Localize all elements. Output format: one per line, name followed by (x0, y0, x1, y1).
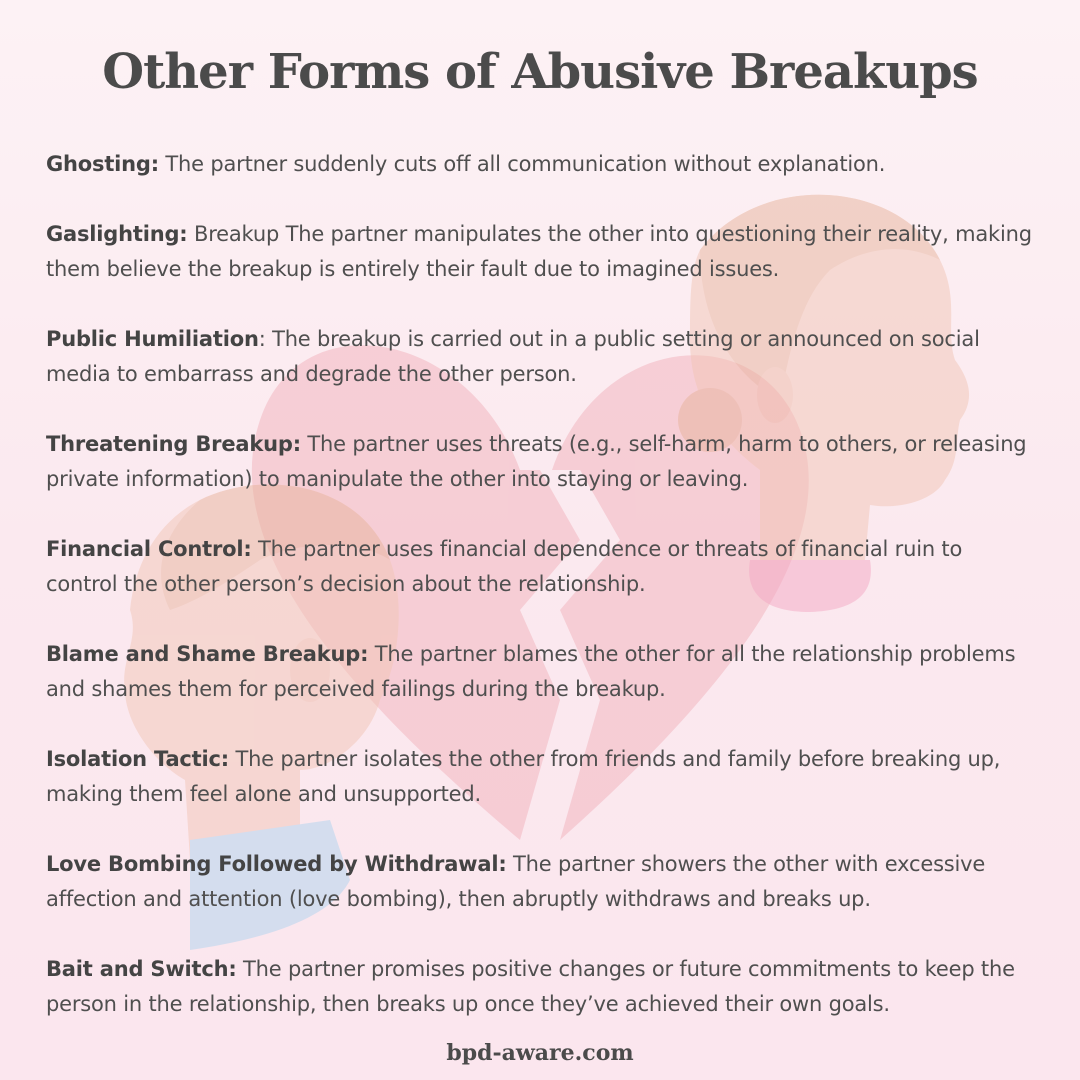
entry-ghosting (46, 147, 1036, 182)
entry-term: Love Bombing Followed by Withdrawal: (46, 852, 507, 876)
entry-text: The partner promises positive changes or future commitments to keep the person in the relationship, then breaks up once they’ve achieved their own goals. (46, 957, 1015, 1016)
entry-threatening-breakup (46, 427, 1036, 497)
entry-text: The partner uses financial dependence or threats of financial ruin to control the other person’s decision about the relationship. (46, 537, 963, 596)
entry-text: The partner uses threats (e.g., self-harm, harm to others, or releasing private information) to manipulate the other into staying or leaving. (46, 432, 1027, 491)
entry-term: Blame and Shame Breakup: (46, 642, 369, 666)
entry-text: The partner showers the other with excessive affection and attention (love bombing), then abruptly withdraws and breaks up. (46, 852, 986, 911)
page-title: Other Forms of Abusive Breakups (102, 44, 978, 100)
entry-text: : The breakup is carried out in a public setting or announced on social media to embarrass and degrade the other person. (46, 327, 980, 386)
entry-blame-and-shame (46, 637, 1036, 707)
entry-text: The partner suddenly cuts off all communication without explanation. (158, 152, 886, 176)
entry-financial-control (46, 532, 1036, 602)
entry-term: Ghosting: (46, 152, 159, 176)
entry-term: Isolation Tactic: (46, 747, 229, 771)
entry-love-bombing (46, 847, 1036, 917)
entry-text: The partner isolates the other from friends and family before breaking up, making them feel alone and unsupported. (46, 747, 1001, 806)
entry-gaslighting (46, 217, 1036, 287)
entry-term: Public Humiliation (46, 327, 259, 351)
entry-term: Gaslighting: (46, 222, 188, 246)
entry-text: The partner blames the other for all the relationship problems and shames them for perceived failings during the breakup. (46, 642, 1016, 701)
entry-public-humiliation (46, 322, 1036, 392)
entry-term: Threatening Breakup: (46, 432, 301, 456)
entry-term: Bait and Switch: (46, 957, 237, 981)
website-footer[interactable]: bpd-aware.com (446, 1040, 634, 1066)
entry-isolation-tactic (46, 742, 1036, 812)
entry-text: Breakup The partner manipulates the other into questioning their reality, making them believe the breakup is entirely their fault due to imagined issues. (46, 222, 1032, 281)
entry-bait-and-switch (46, 952, 1036, 1022)
entry-term: Financial Control: (46, 537, 252, 561)
entries-list (46, 147, 1036, 1057)
